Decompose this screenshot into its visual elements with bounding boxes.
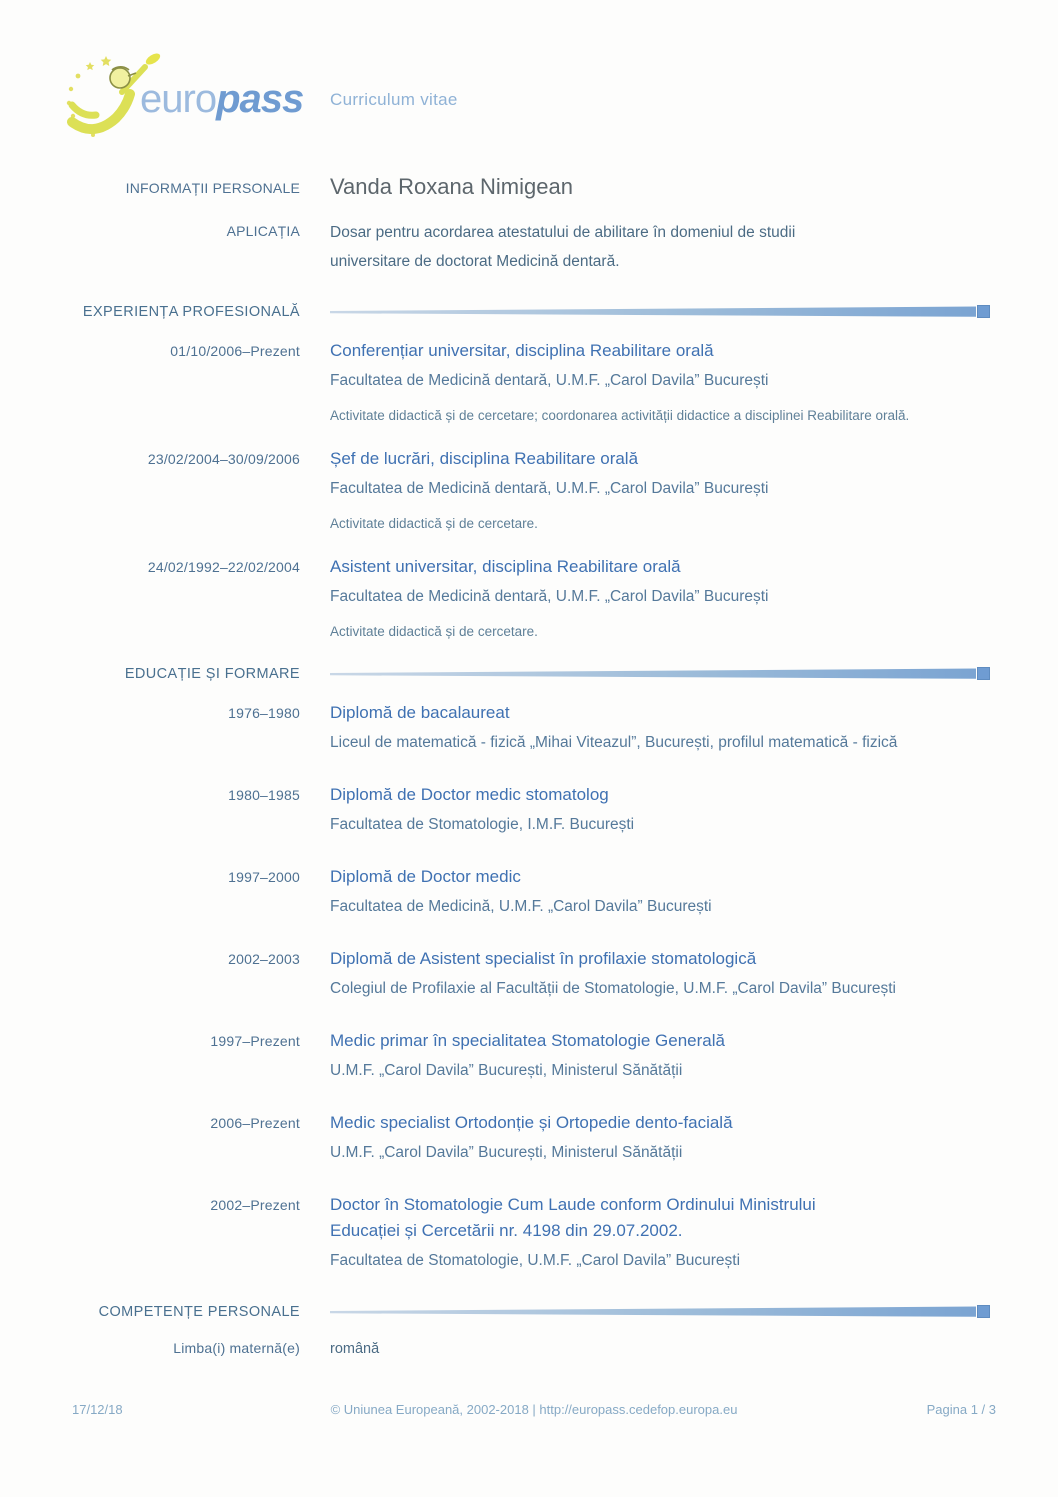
divider-end-square: [977, 305, 990, 318]
logo-pass: pass: [216, 77, 304, 121]
logo-wordmark: [140, 77, 303, 121]
entry-diploma: Diplomă de bacalaureat: [330, 703, 510, 722]
entry-date: 1980–1985: [228, 787, 300, 803]
entry-institution: Facultatea de Stomatologie, U.M.F. „Carol Davila” București: [330, 1252, 741, 1269]
entry-diploma: Diplomă de Doctor medic stomatolog: [330, 785, 609, 804]
entry-date: 1976–1980: [228, 705, 300, 721]
entry-date: 2002–2003: [228, 951, 300, 967]
application-text: Dosar pentru acordarea atestatului de abilitare în domeniul de studii universitare de doctorat Medicină dentară.: [330, 224, 796, 270]
entry-date: 2006–Prezent: [210, 1115, 300, 1131]
divider-end-square: [977, 1305, 990, 1318]
personal-info-row: [0, 172, 1058, 202]
entry-diploma: Diplomă de Asistent specialist în profilaxie stomatologică: [330, 949, 757, 968]
document-type-label: Curriculum vitae: [330, 90, 458, 109]
mother-tongue-value: română: [330, 1341, 380, 1357]
entry-institution: U.M.F. „Carol Davila” București, Ministerul Sănătății: [330, 1144, 683, 1161]
mother-tongue-label: Limba(i) maternă(e): [173, 1340, 300, 1356]
entry-role: Șef de lucrări, disciplina Reabilitare orală: [330, 449, 639, 468]
entry-note: Activitate didactică și de cercetare; coordonarea activității didactice a disciplinei Reabilitare orală.: [330, 408, 910, 423]
section-divider: [330, 304, 990, 320]
entry-date: 23/02/2004–30/09/2006: [147, 451, 300, 467]
education-entry: [0, 782, 1058, 840]
entry-date: 1997–2000: [228, 869, 300, 885]
logo-euro: euro: [140, 77, 217, 121]
entry-diploma: Medic specialist Ortodonție și Ortopedie dento-facială: [330, 1113, 733, 1132]
page-header: [0, 48, 1058, 148]
experience-entry: [0, 554, 1058, 642]
entry-date: 01/10/2006–Prezent: [170, 343, 300, 359]
entry-diploma: Doctor în Stomatologie Cum Laude conform Ordinului Ministrului Educației și Cercetării nr. 4198 din 29.07.2002.: [330, 1195, 816, 1240]
section-experience-header: [0, 300, 1058, 320]
entry-note: Activitate didactică și de cercetare.: [330, 516, 538, 531]
education-entry: [0, 700, 1058, 758]
section-title-experience: EXPERIENȚA PROFESIONALĂ: [82, 303, 300, 320]
europass-logo: [60, 50, 320, 150]
entry-institution: Facultatea de Medicină, U.M.F. „Carol Davila” București: [330, 898, 712, 915]
page-footer: [72, 1402, 996, 1417]
education-entry: [0, 1028, 1058, 1086]
entry-note: Activitate didactică și de cercetare.: [330, 624, 538, 639]
experience-entry: [0, 338, 1058, 426]
education-entry: [0, 946, 1058, 1004]
entry-organization: Facultatea de Medicină dentară, U.M.F. „Carol Davila” București: [330, 588, 769, 605]
entry-date: 24/02/1992–22/02/2004: [147, 559, 300, 575]
section-education-header: [0, 662, 1058, 682]
footer-date: 17/12/18: [72, 1402, 123, 1417]
entry-date: 2002–Prezent: [210, 1197, 300, 1213]
section-divider: [330, 666, 990, 682]
entry-diploma: Medic primar în specialitatea Stomatologie Generală: [330, 1031, 725, 1050]
section-competences-header: [0, 1300, 1058, 1320]
entry-role: Asistent universitar, disciplina Reabilitare orală: [330, 557, 681, 576]
education-entry: [0, 1110, 1058, 1168]
footer-copyright: © Uniunea Europeană, 2002-2018 | http://europass.cedefop.europa.eu: [330, 1402, 738, 1417]
divider-taper-line: [330, 666, 976, 682]
mother-tongue-row: [0, 1340, 1058, 1357]
entry-institution: U.M.F. „Carol Davila” București, Ministerul Sănătății: [330, 1062, 683, 1079]
entry-diploma: Diplomă de Doctor medic: [330, 867, 521, 886]
divider-end-square: [977, 667, 990, 680]
divider-taper-line: [330, 304, 976, 320]
entry-date: 1997–Prezent: [210, 1033, 300, 1049]
entry-institution: Facultatea de Stomatologie, I.M.F. București: [330, 816, 635, 833]
section-divider: [330, 1304, 990, 1320]
experience-entry: [0, 446, 1058, 534]
footer-page-number: Pagina 1 / 3: [926, 1402, 996, 1417]
entry-organization: Facultatea de Medicină dentară, U.M.F. „Carol Davila” București: [330, 480, 769, 497]
education-entry: [0, 864, 1058, 922]
personal-info-label: INFORMAȚII PERSONALE: [125, 180, 300, 196]
entry-role: Conferențiar universitar, disciplina Reabilitare orală: [330, 341, 714, 360]
section-title-competences: COMPETENȚE PERSONALE: [98, 1303, 300, 1320]
divider-taper-line: [330, 1304, 976, 1320]
education-entry: [0, 1192, 1058, 1276]
application-row: [0, 218, 1058, 276]
entry-institution: Liceul de matematică - fizică „Mihai Viteazul”, București, profilul matematică - fizică: [330, 734, 898, 751]
entry-institution: Colegiul de Profilaxie al Facultății de Stomatologie, U.M.F. „Carol Davila” București: [330, 980, 896, 997]
application-label: APLICAȚIA: [226, 223, 300, 239]
person-name: Vanda Roxana Nimigean: [330, 174, 573, 199]
section-title-education: EDUCAȚIE ȘI FORMARE: [124, 665, 300, 682]
entry-organization: Facultatea de Medicină dentară, U.M.F. „Carol Davila” București: [330, 372, 769, 389]
